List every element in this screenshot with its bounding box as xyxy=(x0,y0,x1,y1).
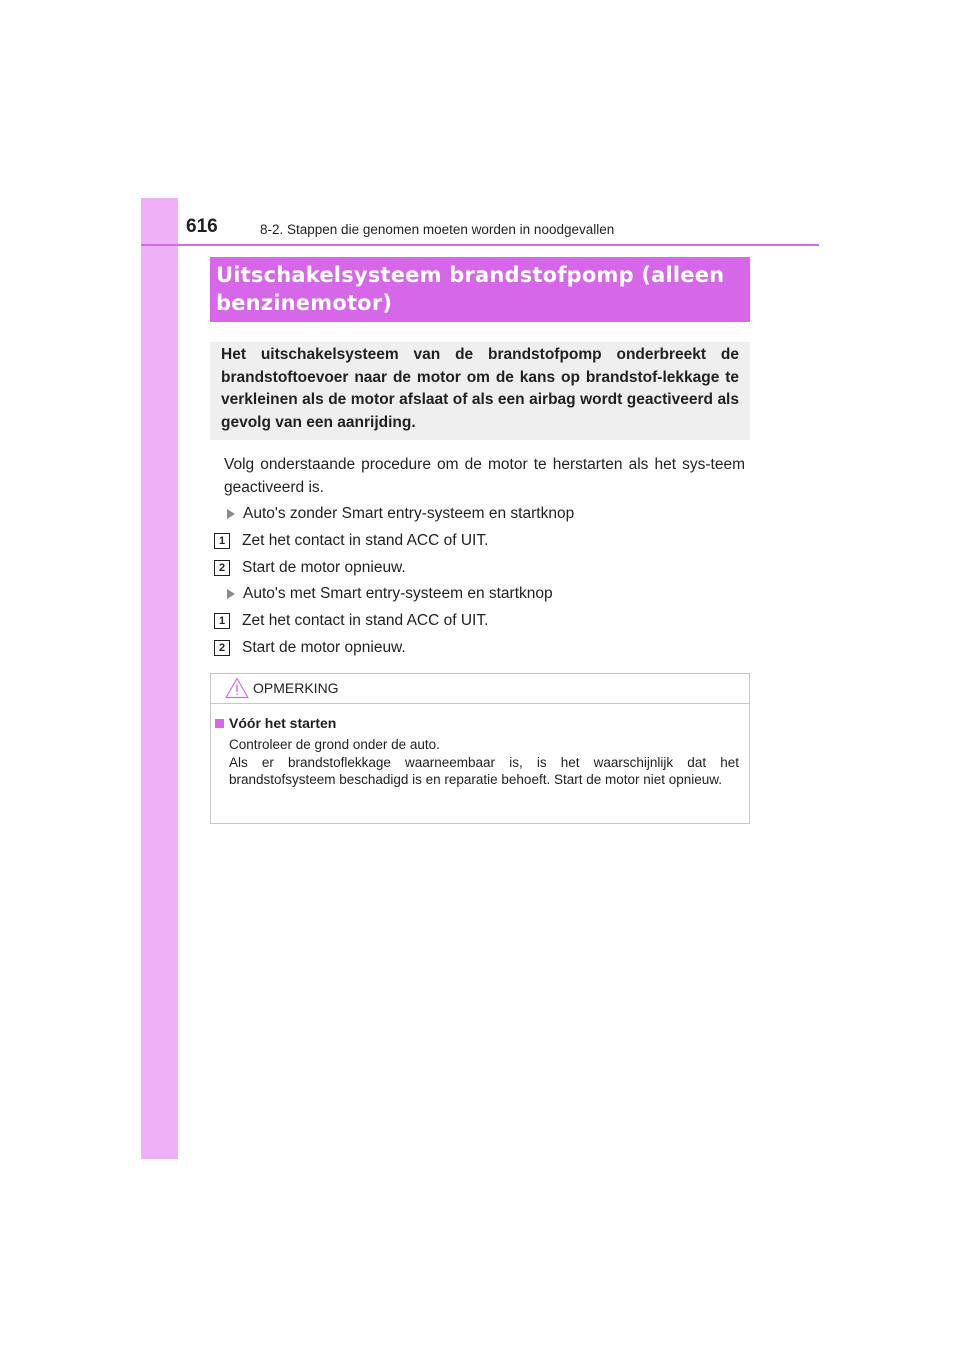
list-item xyxy=(214,611,488,631)
section-title-box xyxy=(210,257,750,322)
step-text: Zet het contact in stand ACC of UIT. xyxy=(242,532,489,549)
list-heading-text: Auto's zonder Smart entry-systeem en startknop xyxy=(243,505,575,522)
section-title-line-1: Uitschakelsysteem brandstofpomp (alleen xyxy=(216,263,725,287)
section-running-head: 8-2. Stappen die genomen moeten worden in noodgevallen xyxy=(260,222,615,237)
triangle-bullet-icon xyxy=(227,589,235,599)
step-number: 2 xyxy=(214,640,230,656)
intro-text: Het uitschakelsysteem van de brandstofpomp onderbreekt de brandstoftoevoer naar de motor om de kans op brandstof-lekkage te verkleinen als de motor afslaat of als een airbag wordt geactiveerd als gevolg van een aanrijding. xyxy=(221,346,739,432)
note-box xyxy=(210,673,750,824)
triangle-bullet-icon xyxy=(227,509,235,519)
list-heading-text: Auto's met Smart entry-systeem en startknop xyxy=(243,585,553,602)
step-number: 1 xyxy=(214,613,230,629)
step-number: 1 xyxy=(214,533,230,549)
list-heading xyxy=(214,584,553,604)
note-body xyxy=(229,736,739,789)
intro-box xyxy=(210,342,750,440)
note-heading-text: Vóór het starten xyxy=(229,715,337,731)
list-item xyxy=(214,638,406,658)
chapter-side-band xyxy=(141,198,178,1159)
square-bullet-icon xyxy=(215,719,224,728)
page-number: 616 xyxy=(186,216,218,237)
section-title-line-2: benzinemotor) xyxy=(216,291,393,315)
warning-triangle-icon xyxy=(225,677,249,699)
note-line-1: Controleer de grond onder de auto. xyxy=(229,737,440,752)
list-item xyxy=(214,558,406,578)
note-line-2: Als er brandstoflekkage waarneembaar is, is het waarschijnlijk dat het brandstofsysteem beschadigd is en reparatie behoeft. Start de motor niet opnieuw. xyxy=(229,754,739,788)
step-number: 2 xyxy=(214,560,230,576)
note-header xyxy=(211,674,749,704)
header-rule xyxy=(141,244,819,246)
list-heading xyxy=(214,504,574,524)
list-item xyxy=(214,531,488,551)
body-paragraph: Volg onderstaande procedure om de motor te herstarten als het sys-teem geactiveerd is. xyxy=(224,456,745,496)
step-text: Zet het contact in stand ACC of UIT. xyxy=(242,612,489,629)
step-text: Start de motor opnieuw. xyxy=(242,559,406,576)
step-text: Start de motor opnieuw. xyxy=(242,639,406,656)
note-label: OPMERKING xyxy=(253,680,339,696)
note-heading xyxy=(215,715,336,731)
